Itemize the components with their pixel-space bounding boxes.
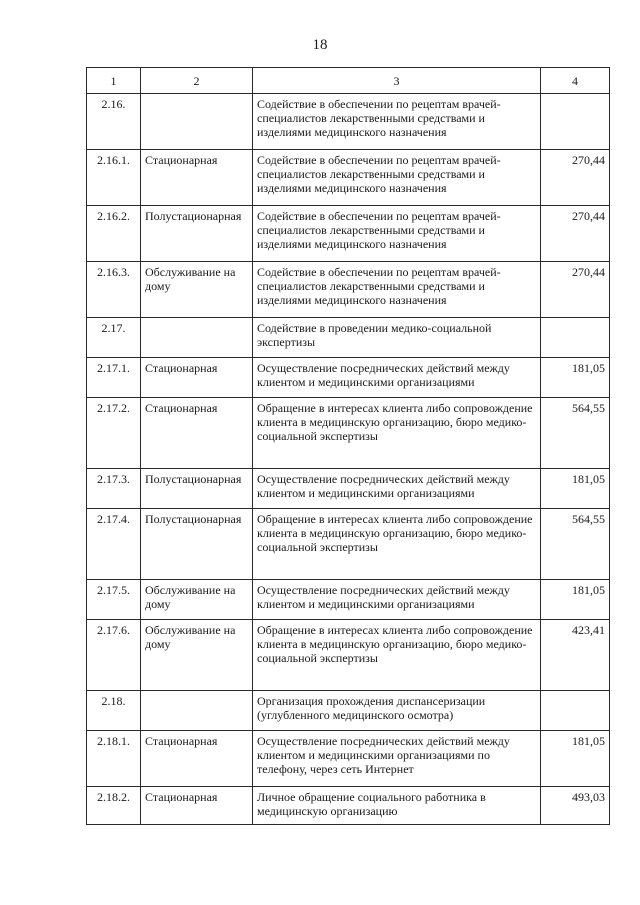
service-description: Обращение в интересах клиента либо сопровождение клиента в медицинскую организацию, бюро медико-социальной экспертизы <box>253 398 541 469</box>
service-description: Осуществление посреднических действий между клиентом и медицинскими организациями <box>253 469 541 509</box>
service-form: Обслуживание на дому <box>141 262 253 318</box>
table-row <box>87 731 610 787</box>
row-number: 2.18.2. <box>87 787 141 825</box>
service-form <box>141 691 253 731</box>
table-row <box>87 691 610 731</box>
service-form: Стационарная <box>141 787 253 825</box>
service-price: 181,05 <box>541 469 610 509</box>
row-number: 2.17.4. <box>87 509 141 580</box>
header-col-3: 3 <box>253 68 541 94</box>
table-row <box>87 620 610 691</box>
service-price <box>541 318 610 358</box>
table-row <box>87 94 610 150</box>
service-form <box>141 318 253 358</box>
row-number: 2.16.1. <box>87 150 141 206</box>
header-col-2: 2 <box>141 68 253 94</box>
row-number: 2.17.5. <box>87 580 141 620</box>
service-form: Стационарная <box>141 358 253 398</box>
table-row <box>87 469 610 509</box>
service-form: Полустационарная <box>141 469 253 509</box>
service-description: Содействие в проведении медико-социальной экспертизы <box>253 318 541 358</box>
table-row <box>87 509 610 580</box>
service-form: Обслуживание на дому <box>141 580 253 620</box>
table-row <box>87 206 610 262</box>
service-form: Стационарная <box>141 398 253 469</box>
row-number: 2.16. <box>87 94 141 150</box>
service-price: 270,44 <box>541 206 610 262</box>
service-description: Содействие в обеспечении по рецептам врачей-специалистов лекарственными средствами и изделиями медицинского назначения <box>253 262 541 318</box>
service-form: Обслуживание на дому <box>141 620 253 691</box>
table-row <box>87 318 610 358</box>
service-price: 181,05 <box>541 731 610 787</box>
row-number: 2.17. <box>87 318 141 358</box>
service-price: 181,05 <box>541 358 610 398</box>
row-number: 2.17.2. <box>87 398 141 469</box>
service-description: Личное обращение социального работника в медицинскую организацию <box>253 787 541 825</box>
table-row <box>87 580 610 620</box>
service-description: Осуществление посреднических действий между клиентом и медицинскими организациями по телефону, через сеть Интернет <box>253 731 541 787</box>
service-price: 564,55 <box>541 509 610 580</box>
service-price <box>541 691 610 731</box>
service-description: Содействие в обеспечении по рецептам врачей-специалистов лекарственными средствами и изделиями медицинского назначения <box>253 94 541 150</box>
services-table <box>86 67 610 825</box>
service-form: Полустационарная <box>141 509 253 580</box>
service-description: Организация прохождения диспансеризации (углубленного медицинского осмотра) <box>253 691 541 731</box>
service-description: Осуществление посреднических действий между клиентом и медицинскими организациями <box>253 580 541 620</box>
service-description: Обращение в интересах клиента либо сопровождение клиента в медицинскую организацию, бюро медико-социальной экспертизы <box>253 509 541 580</box>
row-number: 2.17.1. <box>87 358 141 398</box>
service-form: Стационарная <box>141 731 253 787</box>
row-number: 2.17.3. <box>87 469 141 509</box>
service-price: 423,41 <box>541 620 610 691</box>
row-number: 2.18.1. <box>87 731 141 787</box>
service-price: 181,05 <box>541 580 610 620</box>
service-price: 270,44 <box>541 150 610 206</box>
table-row <box>87 262 610 318</box>
service-description: Содействие в обеспечении по рецептам врачей-специалистов лекарственными средствами и изделиями медицинского назначения <box>253 150 541 206</box>
service-form <box>141 94 253 150</box>
row-number: 2.16.2. <box>87 206 141 262</box>
table-row <box>87 358 610 398</box>
table-row <box>87 787 610 825</box>
row-number: 2.18. <box>87 691 141 731</box>
service-price: 270,44 <box>541 262 610 318</box>
service-description: Обращение в интересах клиента либо сопровождение клиента в медицинскую организацию, бюро медико-социальной экспертизы <box>253 620 541 691</box>
service-description: Содействие в обеспечении по рецептам врачей-специалистов лекарственными средствами и изделиями медицинского назначения <box>253 206 541 262</box>
service-price <box>541 94 610 150</box>
service-form: Полустационарная <box>141 206 253 262</box>
service-price: 564,55 <box>541 398 610 469</box>
table-row <box>87 150 610 206</box>
table-row <box>87 398 610 469</box>
row-number: 2.16.3. <box>87 262 141 318</box>
header-col-4: 4 <box>541 68 610 94</box>
service-form: Стационарная <box>141 150 253 206</box>
header-row <box>87 68 610 94</box>
header-col-1: 1 <box>87 68 141 94</box>
service-description: Осуществление посреднических действий между клиентом и медицинскими организациями <box>253 358 541 398</box>
row-number: 2.17.6. <box>87 620 141 691</box>
page-number: 18 <box>312 37 328 53</box>
service-price: 493,03 <box>541 787 610 825</box>
